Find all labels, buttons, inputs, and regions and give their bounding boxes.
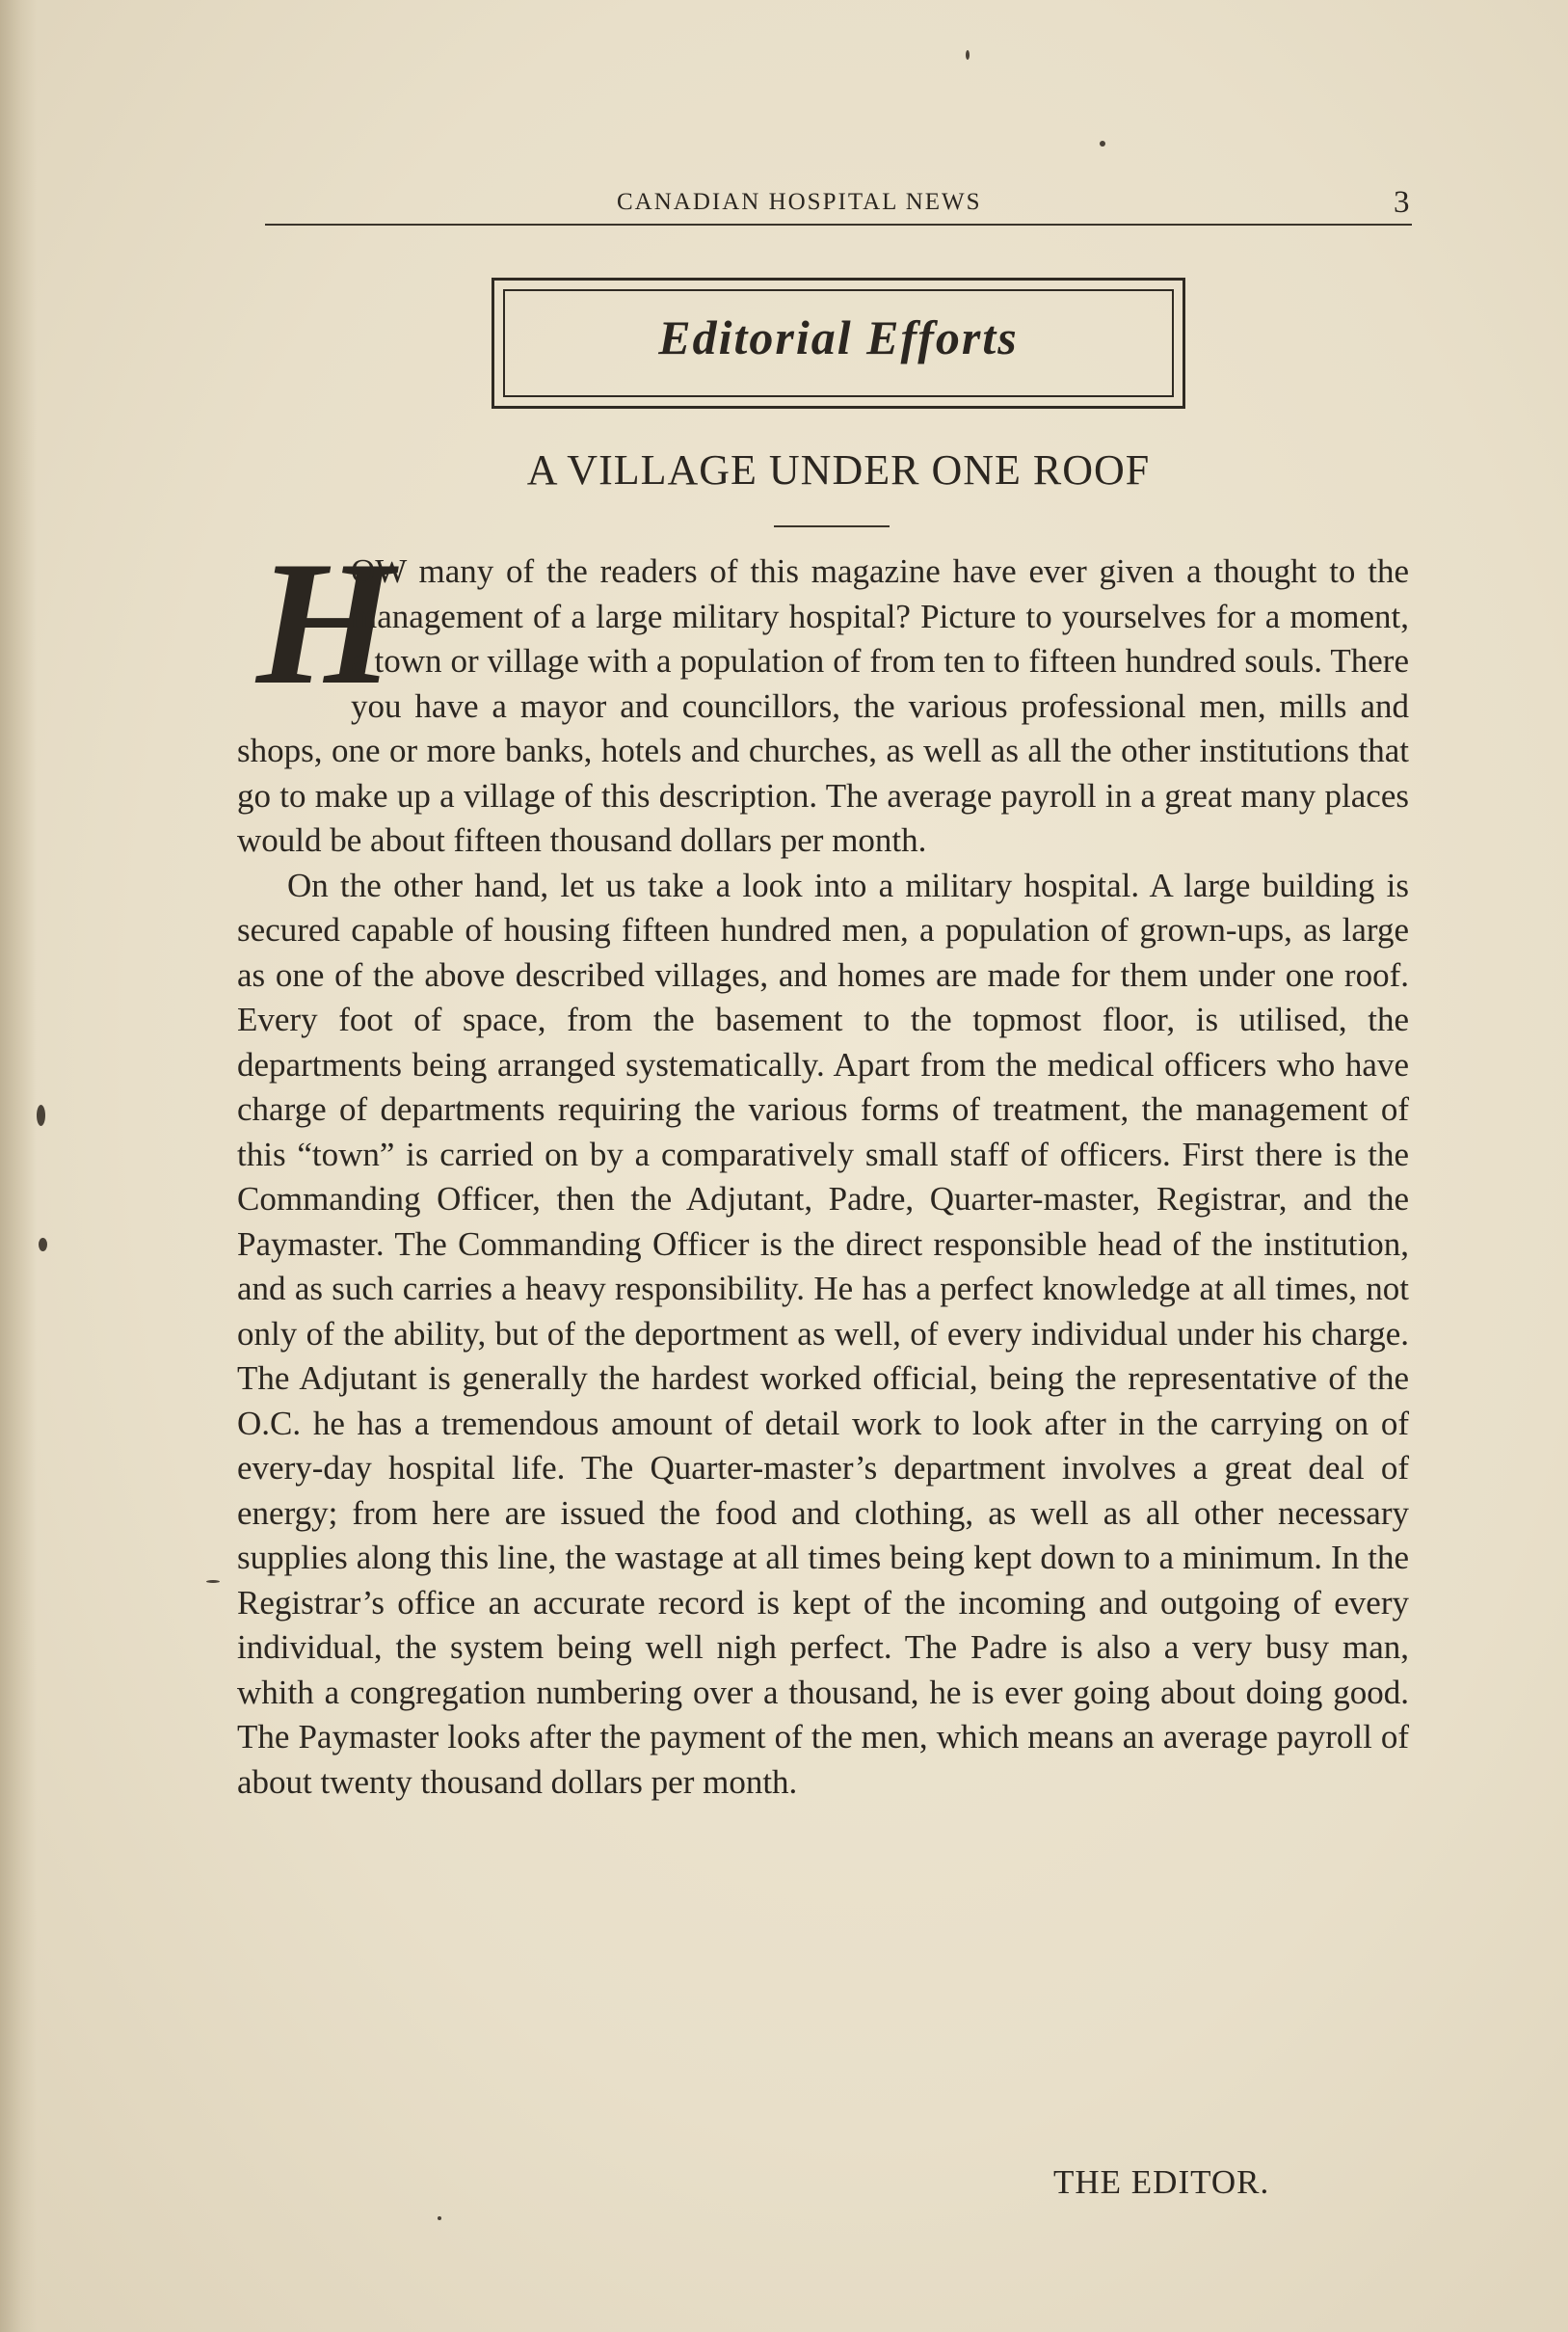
first-paragraph xyxy=(237,549,1409,864)
drop-cap: H xyxy=(256,524,395,721)
drop-cap-space xyxy=(237,549,351,728)
running-head xyxy=(0,185,1568,228)
article-body xyxy=(237,549,1409,1805)
section-heading: Editorial Efforts xyxy=(658,310,1019,364)
ink-speck xyxy=(966,50,970,60)
title-rule xyxy=(774,525,890,527)
ink-speck xyxy=(1100,141,1105,147)
header-rule xyxy=(265,224,1412,226)
ink-speck xyxy=(39,1238,47,1251)
first-paragraph-text: OW many of the readers of this magazine have ever given a thought to the management of a large military hospital? Picture to yourselves for a moment, a town or village with a population of from ten to fifteen hundred souls. There you have a mayor and councillors, the various professional men, mills and shops, one or more banks, hotels and churches, as well as all the other institutions that go to make up a village of this description. The average payroll in a great many places would be about fifteen thousand dollars per month. xyxy=(237,552,1409,859)
running-title: CANADIAN HOSPITAL NEWS xyxy=(617,189,982,215)
signature: THE EDITOR. xyxy=(1053,2163,1270,2201)
ink-speck xyxy=(438,2216,441,2220)
ink-speck xyxy=(206,1580,220,1583)
binding-edge xyxy=(0,0,37,2332)
ink-speck xyxy=(37,1105,45,1126)
page-number: 3 xyxy=(1394,185,1410,220)
section-heading-box xyxy=(492,278,1185,409)
second-paragraph: On the other hand, let us take a look into a military hospital. A large building is secured capable of housing fifteen hundred men, a population of grown-ups, as large as one of the above described villages, and homes are made for them under one roof. Every foot of space, from the basement to the topmost floor, is utilised, the departments being arranged systematically. Apart from the medical officers who have charge of departments requiring the various forms of treatment, the management of this “town” is carried on by a comparatively small staff of officers. First there is the Commanding Officer, then the Adjutant, Padre, Quarter-master, Registrar, and the Paymaster. The Commanding Officer is the direct responsible head of the institution, and as such carries a heavy responsibility. He has a perfect knowledge at all times, not only of the ability, but of the deportment as well, of every individual under his charge. The Adjutant is generally the hardest worked official, being the representative of the O.C. he has a tremendous amount of detail work to look after in the carrying on of every-day hospital life. The Quarter-master’s department involves a great deal of energy; from here are issued the food and clothing, as well as all other necessary supplies along this line, the wastage at all times being kept down to a minimum. In the Registrar’s office an accurate record is kept of the incoming and outgoing of every individual, the system being well nigh perfect. The Padre is also a very busy man, whith a congregation numbering over a thousand, he is ever going about doing good. The Paymaster looks after the payment of the men, which means an average payroll of about twenty thousand dollars per month. xyxy=(237,866,1409,1801)
article-title: A VILLAGE UNDER ONE ROOF xyxy=(526,446,1151,494)
